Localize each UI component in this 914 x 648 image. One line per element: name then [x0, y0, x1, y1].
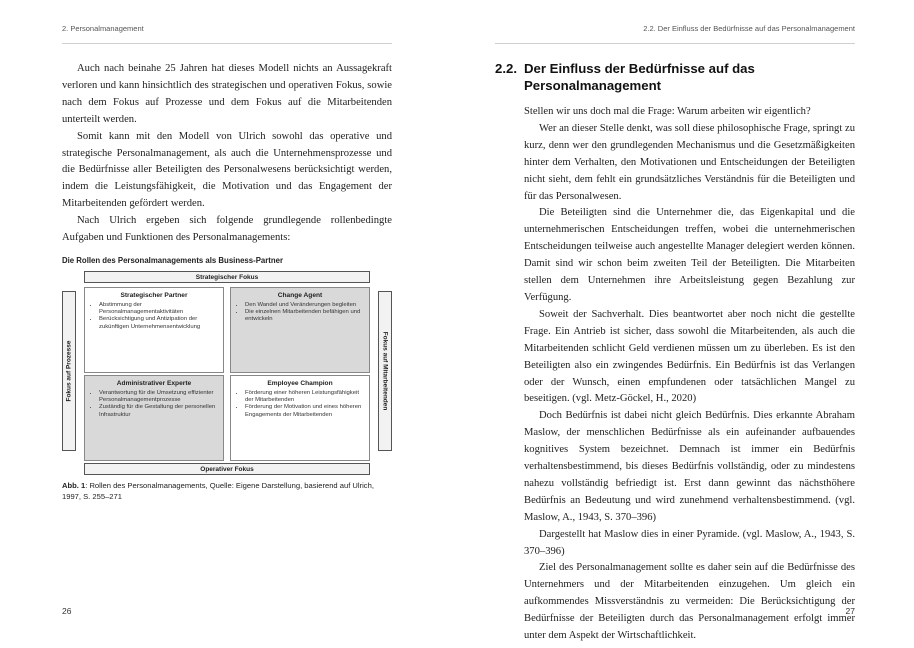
running-head-left: 2. Personalmanagement [62, 24, 144, 33]
quadrant-item: • Berücksichtigung und Antizipation der zukünftigen Unternehmensentwicklung [99, 316, 217, 330]
page-number-right: 27 [845, 606, 855, 616]
paragraph: Ziel des Personalmanagement sollte es daher sein auf die Bedürfnisse des Unternehmers und der Mitarbeitenden einzugehen. Um gleich ein aufkommendes Missverständnis zu vermeiden: Die Berücksichtigung der Bedürfnisse der Beteiligten durch das Personalmanagement erfolgt immer unter dem Aspekt der Wirtschaftlichkeit. [524, 562, 855, 642]
process-focus-bar [62, 291, 76, 451]
employee-focus-label: Fokus auf Mitarbeitenden [381, 331, 389, 411]
paragraph: Stellen wir uns doch mal die Frage: Warum arbeiten wir eigentlich? [524, 106, 811, 117]
paragraph: Auch nach beinahe 25 Jahren hat dieses Modell nichts an Aussagekraft verloren und kann hinsichtlich des strategischen und operativen Fokus, sowie nach dem Fokus auf Prozesse und dem Fokus auf die Mitarbeitenden unterteilt werden. [62, 63, 392, 125]
quadrant-title: Employee Champion [267, 380, 333, 387]
operative-focus-bar: Operativer Fokus [84, 463, 370, 475]
quadrant-employee-champion [230, 375, 370, 461]
roles-diagram [62, 271, 392, 475]
quadrant-title: Administrativer Experte [116, 380, 192, 387]
page-number-left: 26 [62, 606, 72, 616]
process-focus-label: Fokus auf Prozesse [65, 340, 73, 402]
running-head-right: 2.2. Der Einfluss der Bedürfnisse auf das Personalmanagement [643, 24, 855, 33]
quadrant-item: • Förderung der Motivation und eines höheren Engagements der Mitarbeitenden [245, 404, 363, 418]
quadrant-item: • Abstimmung der Personalmanagementaktivitäten [99, 302, 217, 316]
figure-caption [62, 480, 392, 502]
caption-label: Abb. 1 [62, 481, 86, 490]
quadrant-item: • Zuständig für die Gestaltung der personellen Infrastruktur [99, 404, 217, 418]
header-rule-right [495, 43, 855, 44]
paragraph: Nach Ulrich ergeben sich folgende grundlegende rollenbedingte Aufgaben und Funktionen des Personalmanagements: [62, 215, 392, 244]
quadrant-change-agent [230, 287, 370, 373]
figure-title: Die Rollen des Personalmanagements als Business-Partner [62, 256, 283, 265]
right-body-text [524, 104, 855, 645]
quadrant-item: • Die einzelnen Mitarbeitenden befähigen und entwickeln [245, 309, 363, 323]
caption-text: : Rollen des Personalmanagements, Quelle: Eigene Darstellung, basierend auf Ulrich, 1997, S. 255–271 [62, 481, 374, 501]
quadrant-administrative-expert [84, 375, 224, 461]
left-body-text [62, 61, 392, 247]
paragraph: Doch Bedürfnis ist dabei nicht gleich Bedürfnis. Dies erkannte Abraham Maslow, der menschlichen Bedürfnisse als ein aufeinander aufbauendes kognitives System bezeichnet. Demnach ist immer ein Bedürfnis verhaltensbestimmend, bis dieses Bedürfnis vollständig, oder zu mindestens nahezu vollständig befriedigt ist. Erst dann gewinnt das nächsthöhere Bedürfnis an Bedeutung und wird zunehmend verhaltensbestimmend. (vgl. Maslow, A., 1943, S. 370–396) [524, 410, 855, 523]
paragraph: Wer an dieser Stelle denkt, was soll diese philosophische Frage, springt zu kurz, denn wer den grundlegenden Mechanismus und die Gesetzmäßigkeiten hinter dem Verhalten, den Motivationen und Entscheidungen der Beteiligten nicht sieht, dem fehlt ein grundsätzliches Verständnis für die Beteiligten und für das Personalwesen. [524, 122, 855, 202]
quadrant-item: • Förderung einer höheren Leistungsfähigkeit der Mitarbeitenden [245, 390, 363, 404]
paragraph: Somit kann mit den Modell von Ulrich sowohl das operative und strategische Personalmanagement, als auch die Unternehmensprozesse und die Bedürfnisse aller Beteiligten des Personalwesens berücksichtigt werden, indem die Leistungsfähigkeit, die Motivation und das Engagement der Mitarbeitenden gefördert werden. [62, 130, 392, 210]
section-heading [495, 60, 875, 94]
section-number: 2.2. [495, 61, 517, 76]
paragraph: Die Beteiligten sind die Unternehmer die, das Eigenkapital und die unternehmerischen Entscheidungen treffen, wobei die unternehmerischen Entscheidungen teilweise auch angestellte Manager delegiert werden können. Damit sind wir schon beim zweiten Teil der Beteiligten. Die Mitarbeiten stellen dem Unternehmen ihre Arbeitsleistung gegen Bezahlung zur Verfügung. [524, 207, 855, 303]
right-page [457, 0, 914, 648]
paragraph: Soweit der Sachverhalt. Dies beantwortet aber noch nicht die gestellte Frage. Ein Antrieb ist sicher, dass sowohl die Mitarbeitenden, als auch die Mitarbeitenden schlicht Geld verdienen müssen um zu überleben. Es ist den Beteiligten also ein zwingendes Bedürfnis. Ein Bedürfnis ist das Verlangen oder der Wunsch, einen empfundenen oder tatsächlichen Mangel zu beseitigen. (vgl. Metz-Göckel, H., 2020) [524, 308, 855, 405]
section-title-line2: Personalmanagement [524, 78, 662, 93]
quadrant-strategic-partner [84, 287, 224, 373]
quadrant-title: Change Agent [277, 292, 323, 299]
header-rule-left [62, 43, 392, 44]
section-title-line1: Der Einfluss der Bedürfnisse auf das [524, 61, 755, 76]
quadrant-item: • Den Wandel und Veränderungen begleiten [245, 302, 363, 309]
employee-focus-bar [378, 291, 392, 451]
paragraph: Dargestellt hat Maslow dies in einer Pyramide. (vgl. Maslow, A., 1943, S. 370–396) [524, 528, 855, 557]
quadrant-title: Strategischer Partner [120, 292, 188, 299]
strategic-focus-bar: Strategischer Fokus [84, 271, 370, 283]
quadrant-item: • Verantwortung für die Umsetzung effizienter Personalmanagementprozesse [99, 390, 217, 404]
